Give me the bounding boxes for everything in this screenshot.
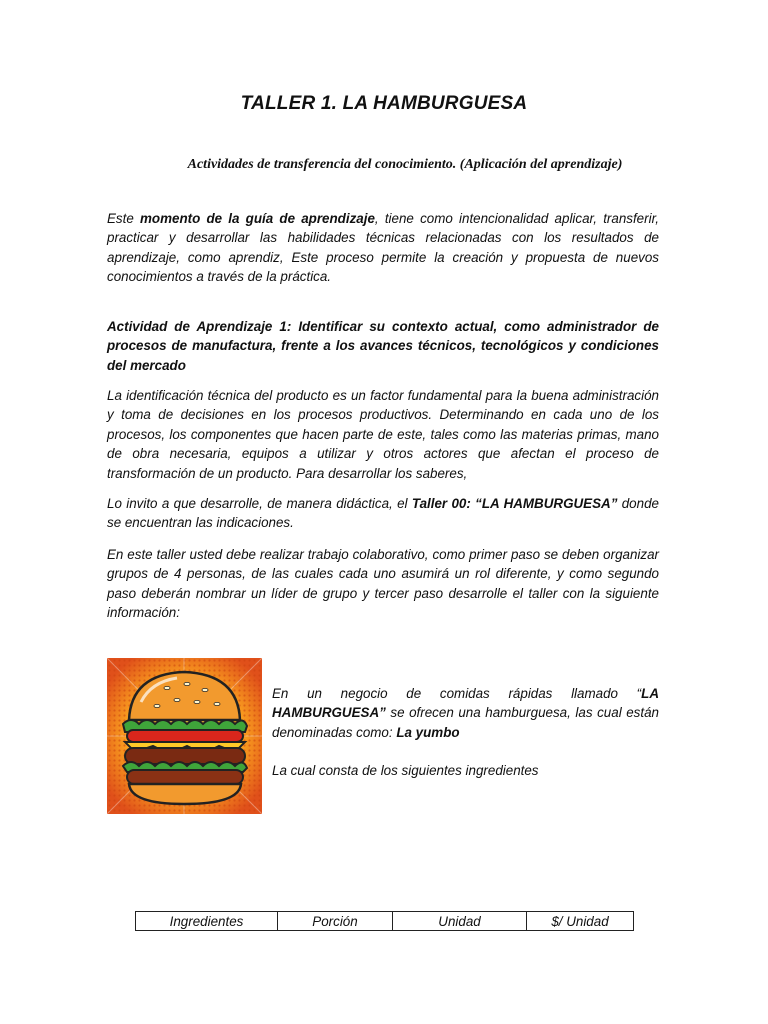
table-header-row [136,912,634,931]
taller-bold: Taller 00: “LA HAMBURGUESA” [411,496,618,511]
hamburger-illustration [107,658,262,814]
header-porcion: Porción [278,912,393,931]
burger-name: La yumbo [396,724,460,740]
intro-bold: momento de la guía de aprendizaje [140,211,375,226]
header-precio-unidad: $/ Unidad [527,912,634,931]
ingredients-table [135,911,634,931]
document-title: TALLER 1. LA HAMBURGUESA [240,93,528,114]
business-name: LA HAMBURGUESA” [272,686,659,721]
document-subtitle: Actividades de transferencia del conocimiento. (Aplicación del aprendizaje) [187,157,623,172]
business-paragraph: En un negocio de comidas rápidas llamado “LA HAMBURGUESA” se ofrecen una hamburguesa, las cual están denominadas como: La yumbo [272,686,659,740]
invitation-paragraph: Lo invito a que desarrolle, de manera didáctica, el Taller 00: “LA HAMBURGUESA” donde se encuentran las indicaciones. [107,496,659,531]
intro-paragraph: Este momento de la guía de aprendizaje, tiene como intencionalidad aplicar, transferir, practicar y desarrollar las habilidades técnicas relacionadas con los resultados de aprendizaje, como aprendiz, Este proceso permite la creación y propuesta de nuevos conocimientos a través de la práctica. [107,211,660,285]
technical-id-paragraph: La identificación técnica del producto es un factor fundamental para la buena administración y toma de decisiones en los procesos productivos. Determinando en cada uno de los procesos, los componentes que hacen parte de este, tales como las materias primas, mano de obra necesaria, equipos a utilizar y otros actores que afectan el proceso de transformación de un producto. Para desarrollar los saberes, [107,388,659,481]
header-ingredientes: Ingredientes [136,912,278,931]
header-unidad: Unidad [393,912,527,931]
workshop-paragraph: En este taller usted debe realizar trabajo colaborativo, como primer paso se deben organizar grupos de 4 personas, de las cuales cada uno asumirá un rol diferente, y como segundo paso deberán nombrar un líder de grupo y tercer paso desarrolle el taller con la siguiente información: [107,547,659,621]
hamburger-icon [107,658,262,814]
ingredients-intro: La cual consta de los siguientes ingredientes [272,763,539,778]
activity-heading: Actividad de Aprendizaje 1: Identificar su contexto actual, como administrador de procesos de manufactura, frente a los avances técnicos, tecnológicos y condiciones del mercado [107,319,659,373]
